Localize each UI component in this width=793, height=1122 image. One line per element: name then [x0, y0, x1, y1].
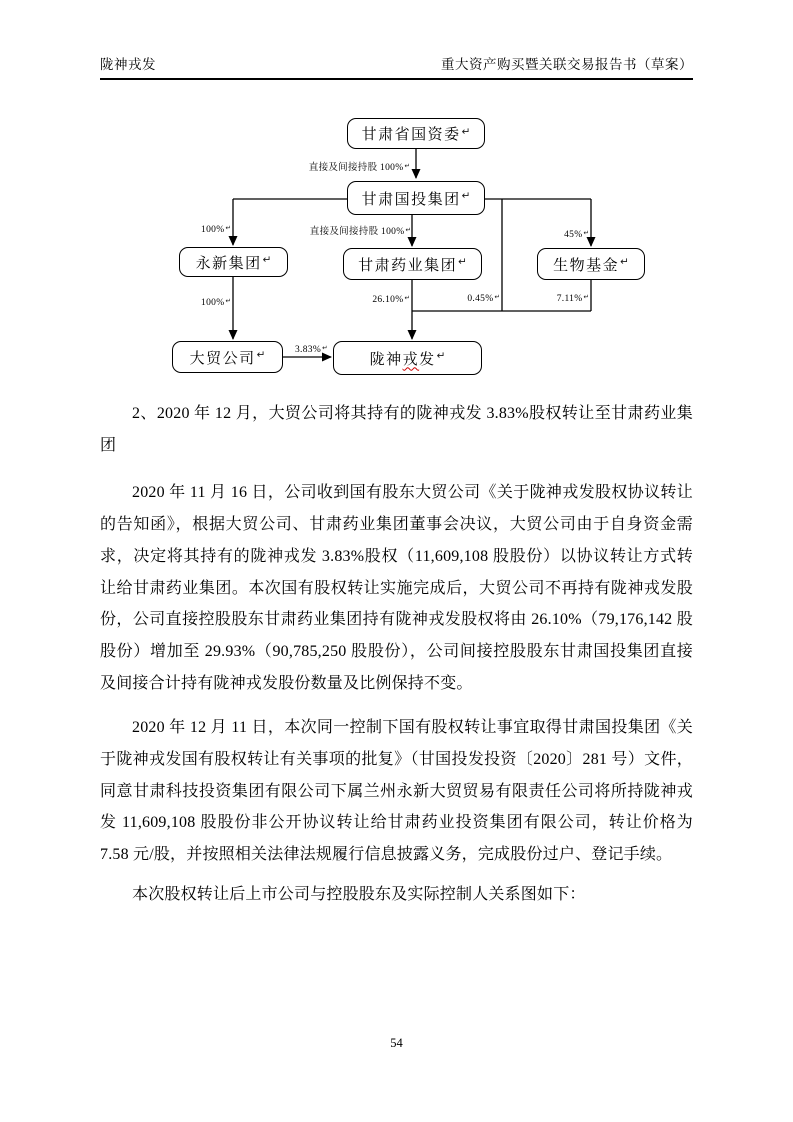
page-header: [100, 0, 693, 80]
node-damao-company: [172, 341, 283, 373]
page-number: 54: [390, 1036, 403, 1050]
return-mark: ↵: [583, 293, 589, 301]
return-mark: ↵: [404, 294, 410, 302]
return-mark: ↵: [322, 344, 328, 352]
return-mark: ↵: [225, 224, 231, 232]
node-label: 生物基金: [553, 257, 620, 274]
return-mark: ↵: [256, 349, 266, 361]
return-mark: ↵: [405, 226, 411, 234]
node-label: 甘肃国投集团: [361, 191, 461, 208]
header-report-title: 重大资产购买暨关联交易报告书（草案）: [441, 57, 693, 72]
page-content: [100, 0, 693, 911]
node-label: 陇神: [369, 351, 403, 368]
edge-label-guotou-fund: 45%↵: [564, 229, 589, 240]
node-gansu-pharma-group: [343, 248, 482, 280]
edge-label-yongxin-damao: 100%↵: [201, 297, 231, 308]
body-text: [100, 398, 693, 911]
paragraph-relationship-intro: 本次股权转让后上市公司与控股股东及实际控制人关系图如下：: [132, 885, 586, 903]
edge-label-sasac-guotou: 直接及间接持股 100%↵: [308, 162, 410, 173]
ownership-structure-diagram: [100, 116, 693, 384]
edge-label-guotou-yaoye: 直接及间接持股 100%↵: [309, 226, 411, 237]
node-yongxin-group: [179, 247, 288, 277]
edge-label-fund-longshen: 7.11%↵: [556, 293, 589, 304]
node-label: 永新集团: [195, 255, 262, 272]
return-mark: ↵: [461, 190, 471, 202]
paragraph-approval-document: 2020 年 12 月 11 日，本次同一控制下国有股权转让事宜取得甘肃国投集团《关于陇神戎发国有股权转让有关事项的批复》（甘国投发投资〔2020〕281 号）文件，同意甘肃科技投资集团有限公司下属兰州永新大贸贸易有限责任公司将所持陇神戎发 11,609,108 股股份非公开协议转让给甘肃药业投资集团有限公司，转让价格为 7.58 元/股，并按照相关法律法规履行信息披露义务，完成股份过户、登记手续。: [100, 719, 693, 864]
node-label: 发: [419, 351, 436, 368]
section-heading: 2、2020 年 12 月，大贸公司将其持有的陇神戎发 3.83%股权转让至甘肃药业集团: [100, 405, 693, 454]
return-mark: ↵: [225, 297, 231, 305]
node-longshen-rongfa: [333, 341, 482, 375]
node-gansu-guotou-group: [347, 181, 485, 215]
return-mark: ↵: [404, 162, 410, 170]
header-company-name: 陇神戎发: [100, 57, 156, 72]
edge-label-damao-longshen: 3.83%↵: [295, 344, 328, 355]
edge-label-yaoye-longshen: 26.10%↵: [372, 294, 410, 305]
edge-label-guotou-yongxin: 100%↵: [201, 224, 231, 235]
return-mark: ↵: [436, 350, 446, 362]
spellcheck-wavy-text: 戎: [402, 351, 420, 368]
return-mark: ↵: [583, 229, 589, 237]
return-mark: ↵: [262, 254, 272, 266]
return-mark: ↵: [494, 293, 500, 301]
paragraph-share-transfer-notice: 2020 年 11 月 16 日，公司收到国有股东大贸公司《关于陇神戎发股权协议转让的告知函》，根据大贸公司、甘肃药业集团董事会决议，大贸公司由于自身资金需求，决定将其持有的陇神戎发 3.83%股权（11,609,108 股股份）以协议转让方式转让给甘肃药业集团。本次国有股权转让实施完成后，大贸公司不再持有陇神戎发股份，公司直接控股股东甘肃药业集团持有陇神戎发股权将由 26.10%（79,176,142 股股份）增加至 29.93%（90,785,250 股股份），公司间接控股股东甘肃国投集团直接及间接合计持有陇神戎发股份数量及比例保持不变。: [100, 484, 693, 692]
node-bio-fund: [537, 248, 645, 280]
return-mark: ↵: [461, 125, 471, 138]
node-gansu-sasac: [347, 118, 485, 149]
edge-label-guotou-longshen: 0.45%↵: [467, 293, 500, 304]
node-label: 大贸公司: [189, 350, 256, 367]
return-mark: ↵: [620, 256, 629, 268]
node-label: 甘肃省国资委: [361, 127, 461, 143]
node-label: 甘肃药业集团: [358, 257, 458, 274]
return-mark: ↵: [458, 256, 467, 268]
